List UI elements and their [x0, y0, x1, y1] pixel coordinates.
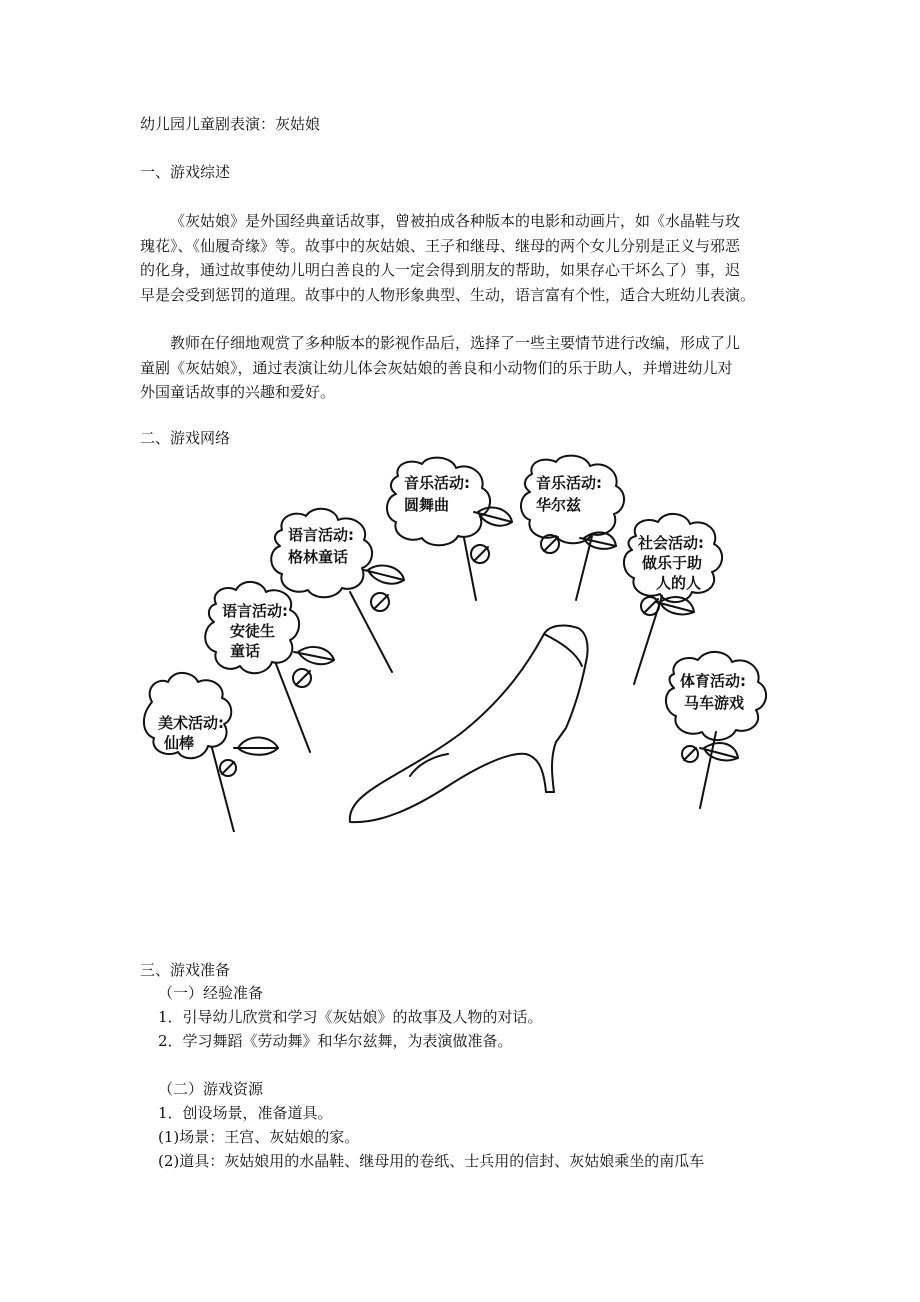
- flower-label: 语言活动:: [222, 602, 288, 620]
- paragraph-line: 教师在仔细地观赏了多种版本的影视作品后，选择了一些主要情节进行改编，形成了儿: [170, 334, 741, 352]
- activity-network-diagram: [130, 452, 790, 832]
- page-title: 幼儿园儿童剧表演：灰姑娘: [140, 115, 321, 133]
- paragraph-line: 的化身，通过故事使幼儿明白善良的人一定会得到朋友的帮助，如果存心干坏么了）事，迟: [140, 261, 741, 279]
- paragraph-line: 《灰姑娘》是外国经典童话故事，曾被拍成各种版本的电影和动画片，如《水晶鞋与玫: [170, 212, 741, 230]
- paragraph-line: 瑰花》、《仙履奇缘》等。故事中的灰姑娘、王子和继母、继母的两个女儿分别是正义与邪恶: [140, 236, 741, 255]
- subsection-heading-resources: （二）游戏资源: [158, 1080, 264, 1098]
- section-heading-overview: 一、游戏综述: [140, 163, 231, 181]
- flower-label: 马车游戏: [684, 694, 745, 712]
- paragraph-line: 外国童话故事的兴趣和爱好。: [140, 383, 336, 401]
- overview-paragraph-1: [140, 209, 782, 307]
- flower-label: 音乐活动:: [536, 474, 602, 492]
- section-heading-preparation: 三、游戏准备: [140, 961, 231, 979]
- list-item: 1．创设场景，准备道具。: [158, 1104, 333, 1122]
- flower-label: 社会活动:: [638, 534, 704, 552]
- flower-label: 格林童话: [288, 548, 349, 566]
- paragraph-line: 童剧《灰姑娘》，通过表演让幼儿体会灰姑娘的善良和小动物们的乐于助人，并增进幼儿对: [140, 358, 733, 377]
- flower-label: 仙棒: [164, 734, 195, 752]
- flower-label: 人的人: [656, 574, 702, 592]
- list-item: (2)道具：灰姑娘用的水晶鞋、继母用的卷纸、士兵用的信封、灰姑娘乘坐的南瓜车: [158, 1152, 705, 1170]
- paragraph-line: 早是会受到惩罚的道理。故事中的人物形象典型、生动，语言富有个性，适合大班幼儿表演。: [140, 285, 756, 304]
- flower-label: 音乐活动:: [404, 474, 470, 492]
- subsection-heading-experience: （一）经验准备: [158, 984, 264, 1002]
- flower-label: 语言活动:: [288, 526, 354, 544]
- flower-art-activity: [144, 673, 278, 832]
- flower-label: 做乐于助: [642, 554, 703, 572]
- flower-label: 华尔兹: [536, 496, 582, 514]
- overview-paragraph-2: [140, 331, 782, 405]
- flower-label: 圆舞曲: [404, 496, 450, 514]
- flower-label: 童话: [230, 642, 261, 660]
- list-item: 1．引导幼儿欣赏和学习《灰姑娘》的故事及人物的对话。: [158, 1008, 543, 1026]
- list-item: 2．学习舞蹈《劳动舞》和华尔兹舞，为表演做准备。: [158, 1032, 513, 1050]
- flower-label: 安徒生: [230, 622, 276, 640]
- flower-label: 体育活动:: [680, 672, 746, 690]
- section-heading-network: 二、游戏网络: [140, 429, 231, 447]
- glass-slipper-icon: [350, 626, 588, 823]
- list-item: (1)场景：王宫、灰姑娘的家。: [158, 1128, 360, 1146]
- flower-label: 美术活动:: [158, 714, 224, 732]
